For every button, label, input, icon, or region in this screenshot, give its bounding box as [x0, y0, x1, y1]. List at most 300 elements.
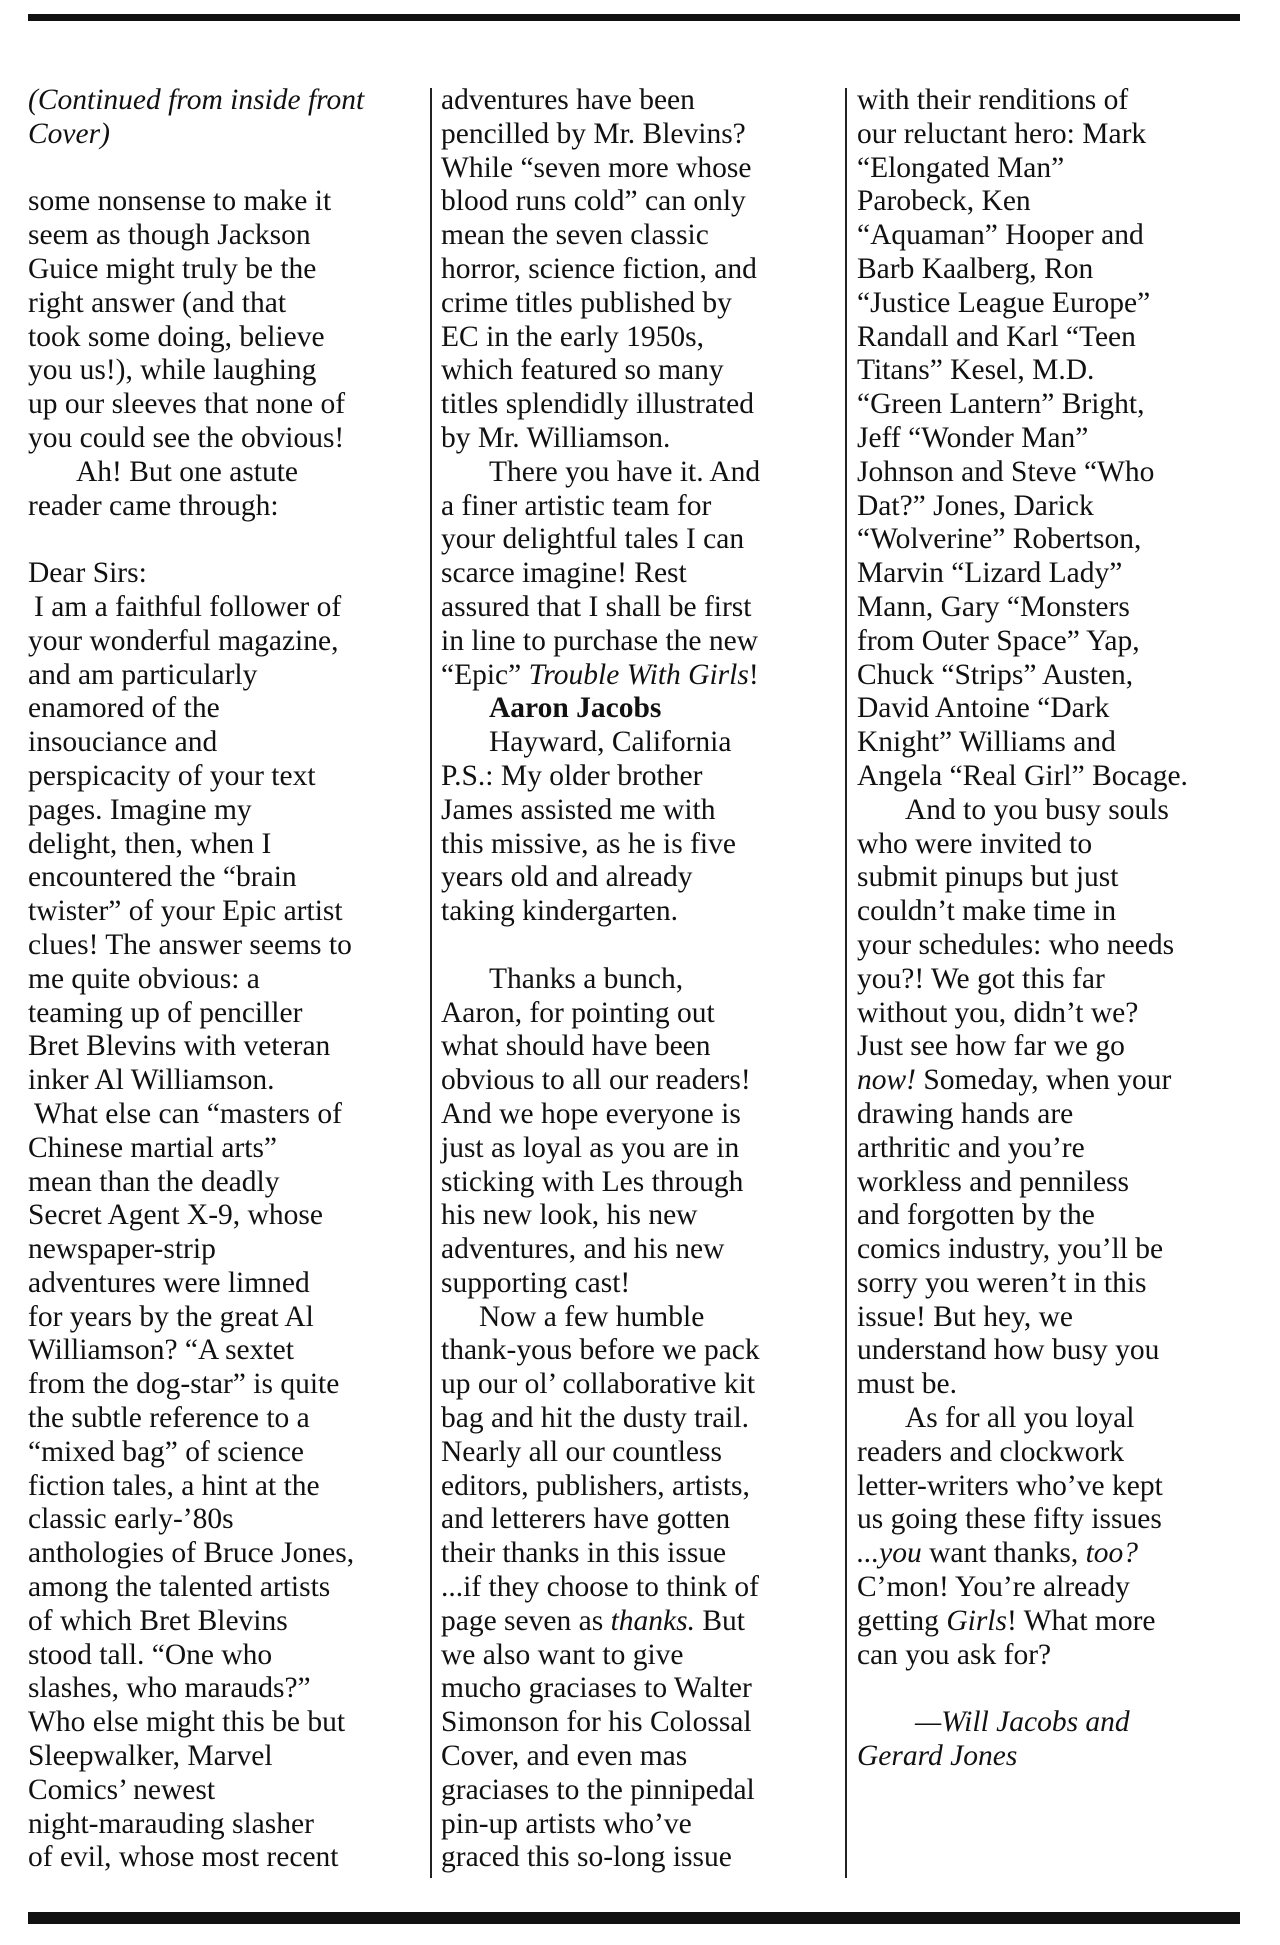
- line-text: years old and already: [441, 861, 693, 894]
- line-text: delight, then, when I: [28, 827, 272, 860]
- text-line: [441, 1301, 829, 1335]
- line-text: anthologies of Bruce Jones,: [28, 1537, 355, 1570]
- column-divider-1: [430, 88, 432, 1878]
- line-text: took some doing, believe: [28, 320, 325, 353]
- text-line: [441, 1740, 829, 1774]
- text-line: [857, 591, 1249, 625]
- line-text: mean the seven classic: [441, 219, 709, 252]
- text-line: [857, 253, 1249, 287]
- line-text: James assisted me with: [441, 793, 716, 826]
- line-text: Johnson and Steve “Who: [857, 455, 1155, 488]
- text-line: [441, 1334, 829, 1368]
- line-text: What else can “masters of: [34, 1097, 342, 1130]
- text-line: [441, 1571, 829, 1605]
- line-text: up our sleeves that none of: [28, 388, 346, 421]
- line-text: I am a faithful follower of: [34, 590, 342, 623]
- line-text: Knight” Williams and: [857, 726, 1116, 759]
- line-text: crime titles published by: [441, 286, 732, 319]
- text-line: [28, 1030, 420, 1064]
- line-text: sorry you weren’t in this: [857, 1266, 1147, 1299]
- line-text: —Will Jacobs and: [915, 1706, 1130, 1739]
- line-text: for years by the great Al: [28, 1300, 314, 1333]
- text-line: [441, 1537, 829, 1571]
- line-text-fragment: !: [748, 658, 759, 691]
- line-text: by Mr. Williamson.: [441, 421, 671, 454]
- line-text-fragment: ! What more: [1006, 1604, 1156, 1637]
- line-text: ...you: [857, 1537, 922, 1570]
- line-text-fragment: Someday, when your: [916, 1064, 1172, 1097]
- text-line: [28, 895, 420, 929]
- line-text: “Wolverine” Robertson,: [857, 523, 1142, 556]
- text-line: [857, 1064, 1249, 1098]
- blank-line: [441, 929, 829, 963]
- line-text: enamored of the: [28, 692, 220, 725]
- line-text: understand how busy you: [857, 1334, 1160, 1367]
- text-line: [28, 456, 420, 490]
- line-text: right answer (and that: [28, 286, 287, 319]
- line-text: Aaron, for pointing out: [441, 996, 715, 1029]
- text-line: [28, 1808, 420, 1842]
- line-text: his new look, his new: [441, 1199, 698, 1232]
- column-3: [857, 84, 1249, 1774]
- text-line: [441, 456, 829, 490]
- line-text: Simonson for his Colossal: [441, 1706, 752, 1739]
- line-text: “Justice League Europe”: [857, 286, 1151, 319]
- line-text: Sleepwalker, Marvel: [28, 1740, 273, 1773]
- line-text: getting: [857, 1604, 947, 1637]
- text-line: [857, 1740, 1249, 1774]
- text-line: [28, 997, 420, 1031]
- line-text: scarce imagine! Rest: [441, 557, 687, 590]
- line-text: us going these fifty issues: [857, 1503, 1162, 1536]
- line-text: with their renditions of: [857, 84, 1129, 116]
- line-text: Mann, Gary “Monsters: [857, 590, 1130, 623]
- line-text: mucho graciases to Walter: [441, 1672, 752, 1705]
- text-line: [28, 929, 420, 963]
- text-line: [441, 1808, 829, 1842]
- line-text: and am particularly: [28, 658, 258, 691]
- text-line: [857, 84, 1249, 118]
- text-line: [28, 591, 420, 625]
- text-line: [28, 1199, 420, 1233]
- text-line: [28, 1639, 420, 1673]
- top-rule: [28, 14, 1240, 21]
- line-text: of which Bret Blevins: [28, 1604, 288, 1637]
- line-text: in line to purchase the new: [441, 624, 759, 657]
- line-text: Jeff “Wonder Man”: [857, 421, 1089, 454]
- line-text: newspaper-strip: [28, 1233, 216, 1266]
- text-line: [441, 1503, 829, 1537]
- line-text: P.S.: My older brother: [441, 759, 703, 792]
- text-line: [857, 625, 1249, 659]
- line-text: which featured so many: [441, 354, 724, 387]
- line-text: Cover): [28, 117, 110, 150]
- text-line: [28, 828, 420, 862]
- text-line: [441, 997, 829, 1031]
- line-text: teaming up of penciller: [28, 996, 303, 1029]
- text-line: [857, 456, 1249, 490]
- line-text: Who else might this be but: [28, 1706, 346, 1739]
- line-text: Now a few humble: [479, 1300, 705, 1333]
- line-text: issue! But hey, we: [857, 1300, 1074, 1333]
- line-text: C’mon! You’re already: [857, 1571, 1130, 1604]
- line-text: inker Al Williamson.: [28, 1064, 275, 1097]
- line-text: Just see how far we go: [857, 1030, 1125, 1063]
- text-line: [857, 152, 1249, 186]
- text-line: [857, 929, 1249, 963]
- line-text: adventures, and his new: [441, 1233, 725, 1266]
- text-line: [441, 1199, 829, 1233]
- text-line: [28, 118, 420, 152]
- line-text: Chuck “Strips” Austen,: [857, 658, 1134, 691]
- line-text: must be.: [857, 1368, 957, 1401]
- line-text: pencilled by Mr. Blevins?: [441, 117, 746, 150]
- line-text: classic early-’80s: [28, 1503, 234, 1536]
- text-line: [28, 422, 420, 456]
- line-text: pages. Imagine my: [28, 793, 252, 826]
- line-text: taking kindergarten.: [441, 895, 679, 928]
- text-line: [28, 1470, 420, 1504]
- line-text: adventures were limned: [28, 1266, 310, 1299]
- line-text: Randall and Karl “Teen: [857, 320, 1136, 353]
- line-text: Parobeck, Ken: [857, 185, 1031, 218]
- text-line: [441, 861, 829, 895]
- line-text-fragment: too?: [1085, 1537, 1139, 1570]
- text-line: [28, 354, 420, 388]
- text-line: [857, 1537, 1249, 1571]
- text-line: [857, 726, 1249, 760]
- line-text: encountered the “brain: [28, 861, 297, 894]
- column-divider-2: [845, 88, 847, 1878]
- text-line: [441, 1064, 829, 1098]
- text-line: [28, 1334, 420, 1368]
- line-text: graciases to the pinnipedal: [441, 1773, 755, 1806]
- line-text: obvious to all our readers!: [441, 1064, 751, 1097]
- text-line: [857, 1470, 1249, 1504]
- text-line: [857, 1605, 1249, 1639]
- line-text-fragment: want thanks,: [921, 1537, 1086, 1570]
- text-line: [28, 1402, 420, 1436]
- text-line: [28, 84, 420, 118]
- text-line: [441, 726, 829, 760]
- line-text: reader came through:: [28, 489, 279, 522]
- text-line: [857, 1132, 1249, 1166]
- text-line: [441, 963, 829, 997]
- text-line: [441, 1672, 829, 1706]
- line-text: “Aquaman” Hooper and: [857, 219, 1144, 252]
- text-line: [441, 625, 829, 659]
- text-line: [441, 321, 829, 355]
- text-line: [28, 1132, 420, 1166]
- text-line: [441, 118, 829, 152]
- line-text: Aaron Jacobs: [489, 692, 662, 725]
- text-line: [28, 557, 420, 591]
- line-text: you?! We got this far: [857, 962, 1105, 995]
- line-text: Gerard Jones: [857, 1740, 1018, 1773]
- line-text: Ah! But one astute: [76, 455, 299, 488]
- text-line: [441, 1841, 829, 1875]
- text-line: [441, 490, 829, 524]
- line-text: Angela “Real Girl” Bocage.: [857, 759, 1188, 792]
- line-text: twister” of your Epic artist: [28, 895, 343, 928]
- line-text: “Green Lantern” Bright,: [857, 388, 1145, 421]
- text-line: [857, 1706, 1249, 1740]
- line-text: Dear Sirs:: [28, 557, 147, 590]
- text-line: [857, 1030, 1249, 1064]
- line-text: Nearly all our countless: [441, 1435, 722, 1468]
- text-line: [441, 828, 829, 862]
- line-text: this missive, as he is five: [441, 827, 736, 860]
- text-line: [857, 523, 1249, 557]
- line-text: up our ol’ collaborative kit: [441, 1368, 756, 1401]
- line-text: some nonsense to make it: [28, 185, 332, 218]
- blank-line: [28, 152, 420, 186]
- line-text: thank-yous before we pack: [441, 1334, 760, 1367]
- line-text: your wonderful magazine,: [28, 624, 339, 657]
- line-text: Cover, and even mas: [441, 1740, 688, 1773]
- text-line: [441, 794, 829, 828]
- text-line: [441, 1166, 829, 1200]
- text-line: [28, 659, 420, 693]
- text-line: [28, 1368, 420, 1402]
- line-text: sticking with Les through: [441, 1165, 744, 1198]
- line-text-fragment: Girls: [946, 1604, 1007, 1637]
- line-text: Barb Kaalberg, Ron: [857, 252, 1094, 285]
- text-line: [857, 422, 1249, 456]
- text-line: [28, 794, 420, 828]
- line-text: you could see the obvious!: [28, 421, 345, 454]
- text-line: [441, 895, 829, 929]
- text-line: [857, 287, 1249, 321]
- text-line: [28, 388, 420, 422]
- line-text: Dat?” Jones, Darick: [857, 489, 1094, 522]
- text-line: [441, 760, 829, 794]
- text-line: [441, 1470, 829, 1504]
- text-line: [441, 1639, 829, 1673]
- text-line: [441, 219, 829, 253]
- text-line: [857, 861, 1249, 895]
- text-line: [28, 726, 420, 760]
- line-text: Comics’ newest: [28, 1773, 216, 1806]
- line-text-fragment: thanks.: [610, 1604, 695, 1637]
- text-line: [441, 1605, 829, 1639]
- line-text: the subtle reference to a: [28, 1402, 310, 1435]
- text-line: [857, 118, 1249, 152]
- line-text: letter-writers who’ve kept: [857, 1469, 1163, 1502]
- text-line: [857, 1267, 1249, 1301]
- line-text: submit pinups but just: [857, 861, 1119, 894]
- text-line: [857, 1571, 1249, 1605]
- line-text: adventures have been: [441, 84, 695, 116]
- text-line: [28, 219, 420, 253]
- text-line: [441, 591, 829, 625]
- line-text: blood runs cold” can only: [441, 185, 746, 218]
- text-line: [441, 1233, 829, 1267]
- line-text: stood tall. “One who: [28, 1638, 273, 1671]
- text-line: [857, 794, 1249, 828]
- line-text-fragment: But: [694, 1604, 745, 1637]
- line-text: fiction tales, a hint at the: [28, 1469, 320, 1502]
- text-line: [28, 963, 420, 997]
- line-text: who were invited to: [857, 827, 1093, 860]
- text-line: [28, 1233, 420, 1267]
- bottom-rule: [28, 1912, 1240, 1924]
- line-text: a finer artistic team for: [441, 489, 712, 522]
- line-text: pin-up artists who’ve: [441, 1807, 692, 1840]
- line-text: our reluctant hero: Mark: [857, 117, 1147, 150]
- text-line: [441, 1267, 829, 1301]
- text-line: [857, 1368, 1249, 1402]
- line-text: Williamson? “A sextet: [28, 1334, 294, 1367]
- line-text: what should have been: [441, 1030, 711, 1063]
- text-line: [857, 1334, 1249, 1368]
- line-text: “Epic”: [441, 658, 529, 691]
- text-line: [857, 1402, 1249, 1436]
- text-line: [857, 388, 1249, 422]
- line-text: you us!), while laughing: [28, 354, 317, 387]
- text-line: [441, 1368, 829, 1402]
- line-text: Thanks a bunch,: [489, 962, 684, 995]
- text-line: [441, 388, 829, 422]
- line-text: now!: [857, 1064, 916, 1097]
- line-text: from the dog-star” is quite: [28, 1368, 340, 1401]
- text-line: [28, 1166, 420, 1200]
- text-line: [28, 1537, 420, 1571]
- text-line: [857, 1098, 1249, 1132]
- text-line: [441, 692, 829, 726]
- line-text: bag and hit the dusty trail.: [441, 1402, 750, 1435]
- line-text: clues! The answer seems to: [28, 928, 352, 961]
- line-text: “mixed bag” of science: [28, 1435, 305, 1468]
- line-text: David Antoine “Dark: [857, 692, 1110, 725]
- line-text: Chinese martial arts”: [28, 1131, 278, 1164]
- line-text: As for all you loyal: [905, 1402, 1135, 1435]
- text-line: [857, 997, 1249, 1031]
- line-text: among the talented artists: [28, 1571, 331, 1604]
- text-line: [28, 1740, 420, 1774]
- blank-line: [857, 1672, 1249, 1706]
- text-line: [28, 287, 420, 321]
- text-line: [441, 84, 829, 118]
- text-line: [857, 1503, 1249, 1537]
- text-line: [857, 1301, 1249, 1335]
- line-text: EC in the early 1950s,: [441, 320, 704, 353]
- text-line: [857, 354, 1249, 388]
- text-line: [28, 1706, 420, 1740]
- text-line: [28, 1301, 420, 1335]
- line-text: insouciance and: [28, 726, 218, 759]
- text-line: [857, 659, 1249, 693]
- line-text: drawing hands are: [857, 1097, 1074, 1130]
- text-line: [441, 287, 829, 321]
- line-text: arthritic and you’re: [857, 1131, 1085, 1164]
- blank-line: [28, 523, 420, 557]
- line-text: perspicacity of your text: [28, 759, 316, 792]
- line-text: Hayward, California: [489, 726, 732, 759]
- text-line: [857, 1199, 1249, 1233]
- text-line: [857, 185, 1249, 219]
- text-line: [28, 1774, 420, 1808]
- text-line: [28, 1098, 420, 1132]
- text-line: [28, 1503, 420, 1537]
- line-text: mean than the deadly: [28, 1165, 280, 1198]
- line-text: Guice might truly be the: [28, 252, 317, 285]
- text-line: [857, 1166, 1249, 1200]
- text-line: [28, 490, 420, 524]
- text-line: [857, 1436, 1249, 1470]
- text-line: [28, 1267, 420, 1301]
- text-line: [441, 1402, 829, 1436]
- text-line: [857, 1639, 1249, 1673]
- line-text: Titans” Kesel, M.D.: [857, 354, 1095, 387]
- text-line: [441, 354, 829, 388]
- line-text: slashes, who marauds?”: [28, 1672, 311, 1705]
- line-text: and letterers have gotten: [441, 1503, 731, 1536]
- text-line: [857, 557, 1249, 591]
- text-line: [857, 321, 1249, 355]
- text-line: [857, 490, 1249, 524]
- line-text: Secret Agent X-9, whose: [28, 1199, 323, 1232]
- text-line: [28, 1672, 420, 1706]
- text-line: [857, 219, 1249, 253]
- text-line: [441, 1098, 829, 1132]
- text-line: [28, 760, 420, 794]
- text-line: [441, 422, 829, 456]
- line-text: we also want to give: [441, 1638, 684, 1671]
- text-line: [441, 1774, 829, 1808]
- line-text: assured that I shall be first: [441, 590, 752, 623]
- text-line: [441, 557, 829, 591]
- line-text: editors, publishers, artists,: [441, 1469, 750, 1502]
- text-line: [28, 1605, 420, 1639]
- line-text: graced this so-long issue: [441, 1841, 732, 1874]
- text-line: [28, 861, 420, 895]
- text-line: [857, 828, 1249, 862]
- line-text: horror, science fiction, and: [441, 252, 757, 285]
- line-text: There you have it. And: [489, 455, 761, 488]
- line-text: page seven as: [441, 1604, 611, 1637]
- text-line: [857, 692, 1249, 726]
- text-line: [28, 1571, 420, 1605]
- text-line: [441, 152, 829, 186]
- text-line: [28, 625, 420, 659]
- line-text: can you ask for?: [857, 1638, 1052, 1671]
- text-line: [28, 253, 420, 287]
- line-text: titles splendidly illustrated: [441, 388, 754, 421]
- text-line: [857, 963, 1249, 997]
- text-line: [28, 692, 420, 726]
- line-text: of evil, whose most recent: [28, 1841, 339, 1874]
- text-line: [441, 523, 829, 557]
- line-text: without you, didn’t we?: [857, 996, 1139, 1029]
- text-line: [857, 895, 1249, 929]
- line-text: And we hope everyone is: [441, 1097, 741, 1130]
- line-text: their thanks in this issue: [441, 1537, 727, 1570]
- line-text: Bret Blevins with veteran: [28, 1030, 331, 1063]
- line-text: your schedules: who needs: [857, 928, 1175, 961]
- line-text: me quite obvious: a: [28, 962, 260, 995]
- text-line: [441, 185, 829, 219]
- text-line: [441, 1132, 829, 1166]
- text-line: [28, 1841, 420, 1875]
- line-text: Marvin “Lizard Lady”: [857, 557, 1123, 590]
- line-text: comics industry, you’ll be: [857, 1233, 1164, 1266]
- line-text: readers and clockwork: [857, 1435, 1125, 1468]
- line-text: And to you busy souls: [905, 793, 1169, 826]
- line-text: supporting cast!: [441, 1266, 631, 1299]
- column-2: [441, 84, 829, 1875]
- text-line: [441, 1706, 829, 1740]
